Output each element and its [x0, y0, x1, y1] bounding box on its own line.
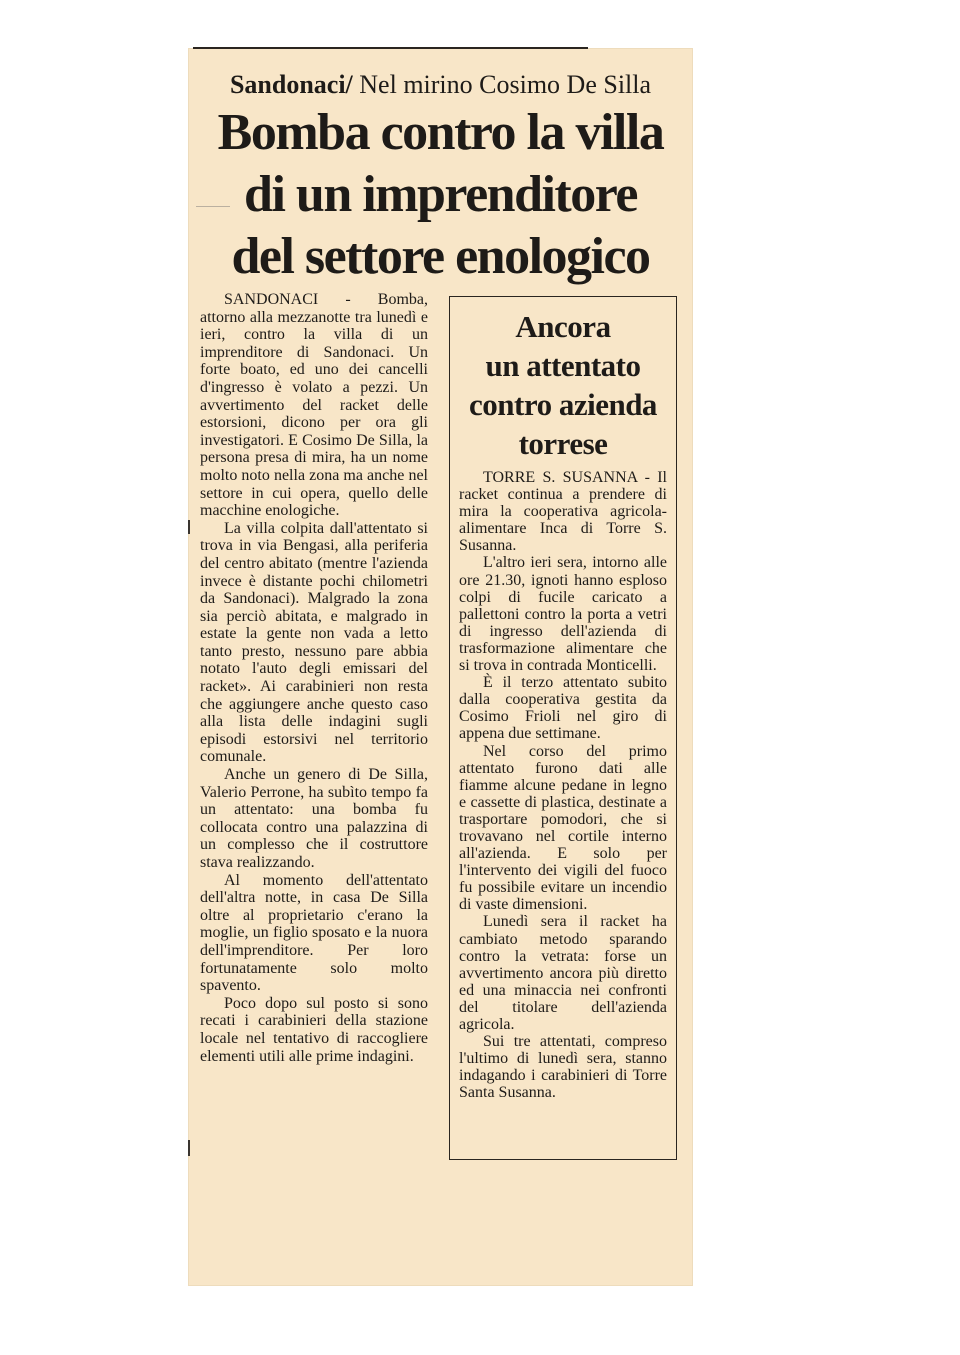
article-paragraph: Poco dopo sul posto si sono recati i carabinieri della stazione locale nel tentativo di raccogliere elementi utili alle prime indagini. — [200, 994, 428, 1065]
edge-mark — [196, 206, 230, 207]
article-paragraph: La villa colpita dall'attentato si trova in via Bengasi, alla periferia del centro abitato (mentre l'azienda invece è distante pochi chilometri da Sandonaci). Malgrado la zona sia perciò abitata, e malgrado in estate la gente non vada a letto tanto presto, nessuno pare abbia notato l'auto degli emissari del racket». Ai carabinieri non resta che aggiungere anche questo caso alla lista delle indagini sugli episodi estorsivi nel territorio comunale. — [200, 519, 428, 766]
headline-line: Bomba contro la villa — [217, 104, 664, 161]
kicker — [188, 70, 693, 100]
sidebar-title-line: contro azienda — [469, 387, 657, 422]
sidebar-article-title — [450, 307, 676, 463]
sidebar-article-box — [449, 296, 677, 1160]
main-article-body — [200, 291, 428, 1065]
headline — [188, 102, 693, 288]
sidebar-paragraph: TORRE S. SUSANNA - Il racket continua a prendere di mira la cooperativa agricola-alimentare Inca di Torre S. Susanna. — [459, 469, 667, 555]
headline-line: del settore enologico — [231, 228, 650, 285]
sidebar-paragraph: Nel corso del primo attentato furono dati alle fiamme alcune pedane in legno e cassette di plastica, destinate a trasportare pomodori, che si trovavano nel cortile interno all'azienda. E solo per l'intervento dei vigili del fuoco fu possibile evitare un incendio di vaste dimensioni. — [459, 742, 667, 914]
kicker-text: Nel mirino Cosimo De Silla — [352, 70, 652, 99]
sidebar-article-body — [459, 469, 667, 1101]
edge-mark — [188, 1140, 190, 1156]
sidebar-title-line: torrese — [518, 426, 608, 461]
sidebar-paragraph: È il terzo attentato subito dalla cooperativa gestita da Cosimo Frioli nel giro di appena due settimane. — [459, 674, 667, 743]
sidebar-paragraph: Lunedì sera il racket ha cambiato metodo sparando contro la vetrata: forse un avvertimento ancora più diretto ed una minaccia nei confronti del titolare dell'azienda agricola. — [459, 913, 667, 1033]
sidebar-paragraph: L'altro ieri sera, intorno alle ore 21.30, ignoti hanno esploso colpi di fucile caricato a pallettoni contro la porta a vetri di ingresso dell'azienda di trasformazione alimentare che si trova in contrada Monticelli. — [459, 554, 667, 675]
sidebar-title-line: un attentato — [485, 348, 641, 383]
article-paragraph: Al momento dell'attentato dell'altra notte, in casa De Silla oltre al proprietario c'erano la moglie, un figlio sposato e la nuora dell'imprenditore. Per loro fortunatamente solo molto spavento. — [200, 871, 428, 995]
headline-line: di un imprenditore — [244, 166, 637, 223]
top-rule — [193, 47, 588, 49]
sidebar-paragraph: Sui tre attentati, compreso l'ultimo di lunedì sera, stanno indagando i carabinieri di Torre Santa Susanna. — [459, 1033, 667, 1102]
sidebar-title-line: Ancora — [515, 309, 611, 344]
article-paragraph: SANDONACI - Bomba, attorno alla mezzanotte tra lunedì e ieri, contro la villa di un imprenditore di Sandonaci. Un forte boato, ed uno dei cancelli d'ingresso è volato a pezzi. Un avvertimento del racket delle estorsioni, dicono per ora gli investigatori. E Cosimo De Silla, la persona presa di mira, ha un nome molto noto nella zona ma anche nel settore in cui opera, quello delle macchine enologiche. — [200, 291, 428, 520]
kicker-place: Sandonaci/ — [229, 70, 353, 99]
article-paragraph: Anche un genero di De Silla, Valerio Perrone, ha subìto tempo fa un attentato: una bomba fu collocata contro una palazzina di un complesso che il costruttore stava realizzando. — [200, 766, 428, 871]
edge-mark — [188, 520, 190, 534]
